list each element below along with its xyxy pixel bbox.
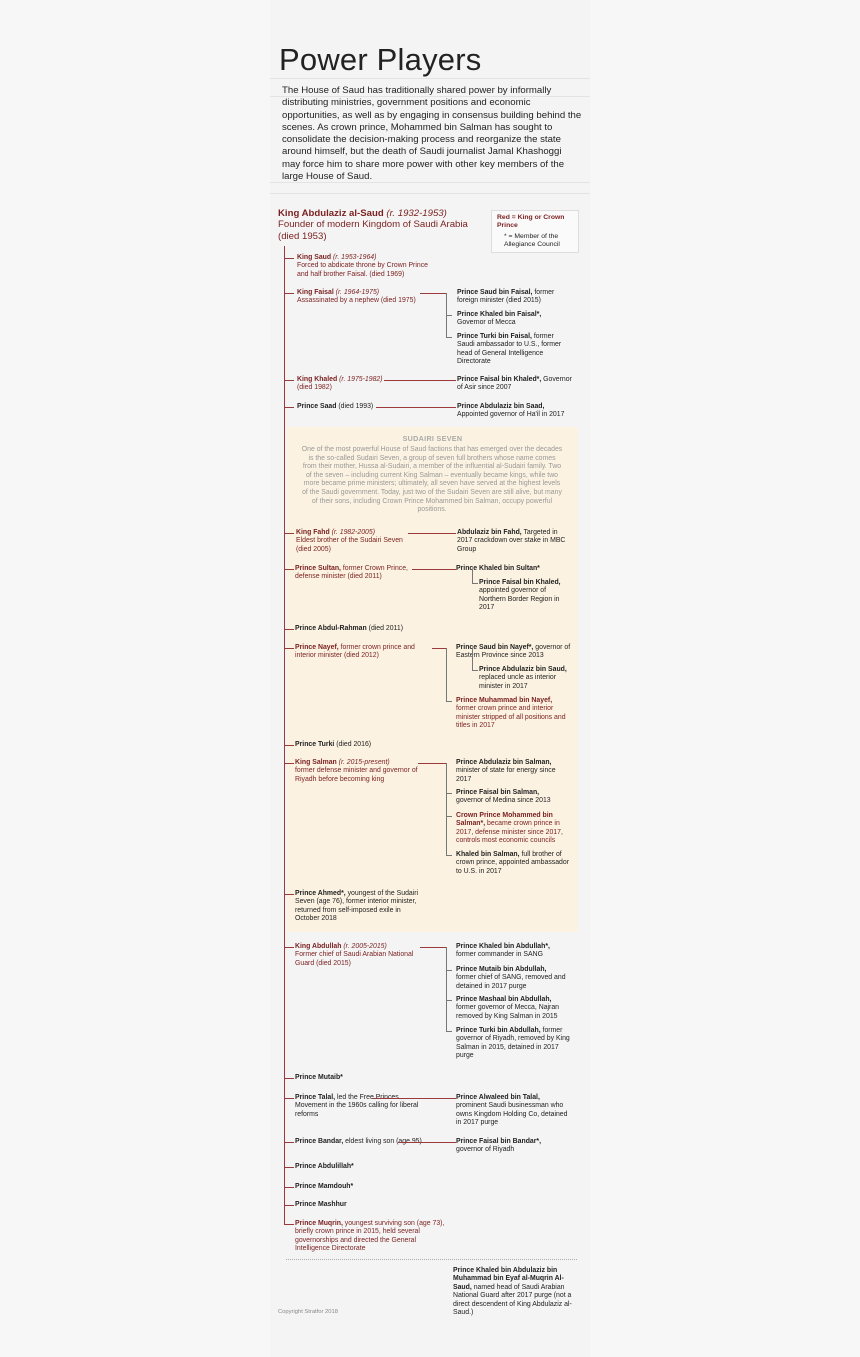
grandson-tick-2 — [446, 701, 452, 702]
son-2: King Khaled (r. 1975-1982) (died 1982) — [297, 376, 383, 392]
grandson-20: Prince Faisal bin Bandar*, governor of Riyadh — [456, 1138, 542, 1154]
grandson-tick-0 — [446, 315, 452, 316]
rule-2 — [270, 193, 590, 194]
son-tick-8 — [284, 745, 294, 746]
son-tick-10 — [284, 894, 294, 895]
grandson-9: Prince Abdulaziz bin Saud, replaced uncle as interior minister in 2017 — [479, 666, 567, 690]
grandson-12: Prince Faisal bin Salman, governor of Medina since 2013 — [456, 789, 551, 805]
grandson-16: Prince Mutaib bin Abdullah, former chief of SANG, removed and detained in 2017 purge — [456, 966, 566, 990]
root-name: King Abdulaziz al-Saud — [278, 208, 384, 219]
link-8 — [372, 1098, 456, 1099]
son-tick-11 — [284, 947, 294, 948]
link-2 — [376, 407, 456, 408]
root-desc: Founder of modern Kingdom of Saudi Arabia (died 1953) — [278, 219, 468, 242]
grandson-5: Abdulaziz bin Fahd, Targeted in 2017 crackdown over stake in MBC Group — [457, 529, 566, 553]
son-tick-14 — [284, 1142, 294, 1143]
group-line-1 — [446, 648, 447, 702]
link-6 — [418, 763, 446, 764]
grandson-15: Prince Khaled bin Abdullah*, former commander in SANG — [456, 943, 550, 959]
son-tick-5 — [284, 569, 294, 570]
group-line-2 — [446, 763, 447, 856]
intro-paragraph: The House of Saud has traditionally shared power by informally distributing ministries, government positions and economic opportunities, as well as by engaging in consensus building behind the scenes. As crown prince, Mohammed bin Salman has sought to consolidate the decision-making process and reorganize the state around himself, but the death of Saudi journalist Jamal Khashoggi may force him to share more power with other key members of the large House of Saud. — [282, 85, 582, 183]
legend-red: Red = King or Crown Prince — [497, 214, 565, 229]
root-reign: (r. 1932-1953) — [386, 208, 447, 219]
link-7 — [420, 947, 446, 948]
legend-star: * = Member of the Allegiance Council — [504, 233, 560, 248]
footer-divider — [286, 1259, 577, 1260]
rule-1 — [270, 96, 590, 97]
son-16: Prince Mamdouh* — [295, 1183, 354, 1190]
link-0 — [420, 293, 446, 294]
link-4 — [412, 569, 456, 570]
link-3 — [408, 533, 456, 534]
son-13: Prince Talal, led the Free Princes Movement in the 1960s calling for liberal reforms — [295, 1094, 419, 1118]
son-14: Prince Bandar, eldest living son (age 95) — [295, 1138, 422, 1145]
son-4: King Fahd (r. 1982-2005) Eldest brother of the Sudairi Seven (died 2005) — [296, 529, 403, 553]
legend-box — [491, 210, 579, 253]
grandson-tick-6 — [446, 970, 452, 971]
grandson-17: Prince Mashaal bin Abdullah, former governor of Mecca, Najran removed by King Salman in 2015 — [456, 996, 560, 1020]
rule-3 — [270, 182, 590, 183]
son-tick-3 — [284, 407, 294, 408]
grandson-6: Prince Khaled bin Sultan* — [456, 565, 540, 572]
link-1 — [384, 380, 456, 381]
son-tick-6 — [284, 629, 294, 630]
grandson-tick-8 — [446, 1031, 452, 1032]
son-1: King Faisal (r. 1964-1975) Assassinated by a nephew (died 1975) — [297, 289, 416, 305]
rule-0 — [270, 78, 590, 79]
grandson-19: Prince Alwaleed bin Talal, prominent Saudi businessman who owns Kingdom Holding Co, detained in 2017 purge — [456, 1094, 568, 1127]
son-tick-7 — [284, 648, 294, 649]
sudairi-text: One of the most powerful House of Saud factions that has emerged over the decades is the so-called Sudairi Seven, a group of seven full brothers whose name comes from their mother, Hussa al-Sudairi, a member of the influential al-Sudairi family. Two of the seven – including current King Salman – eventually became kings, while two more became prime ministers; ultimately, all seven have served at the highest levels of the Saudi government. Today, just two of the Sudairi Seven are still alive, but many of their sons, including Crown Prince Mohammed bin Salman, occupy powerful positions. — [301, 446, 563, 514]
son-tick-0 — [284, 258, 294, 259]
son-3: Prince Saad (died 1993) — [297, 403, 374, 410]
grandson-tick-1 — [446, 337, 452, 338]
grandson-0: Prince Saud bin Faisal, former foreign minister (died 2015) — [457, 289, 555, 305]
son-tick-13 — [284, 1098, 294, 1099]
link-9 — [398, 1142, 456, 1143]
son-9: King Salman (r. 2015-present) former defense minister and governor of Riyadh before becoming king — [295, 759, 418, 783]
son-10: Prince Ahmed*, youngest of the Sudairi Seven (age 76), former interior minister, returned from self-imposed exile in October 2018 — [295, 890, 419, 923]
grandson-3: Prince Faisal bin Khaled*, Governor of Asir since 2007 — [457, 376, 572, 392]
grandson-18: Prince Turki bin Abdullah, former governor of Riyadh, removed by King Salman in 2015, detained in 2017 purge — [456, 1027, 570, 1060]
grandson-10: Prince Muhammad bin Nayef, former crown prince and interior minister stripped of all positions and titles in 2017 — [456, 697, 566, 730]
son-5: Prince Sultan, former Crown Prince, defense minister (died 2011) — [295, 565, 408, 581]
grandson-tick-3 — [446, 793, 452, 794]
copyright: Copyright Stratfor 2018 — [278, 1309, 338, 1315]
root-king-abdulaziz — [278, 208, 488, 242]
link-5 — [432, 648, 446, 649]
grandson-13: Crown Prince Mohammed bin Salman*, became crown prince in 2017, defense minister since 2017, controls most economic councils — [456, 812, 563, 845]
son-6: Prince Abdul-Rahman (died 2011) — [295, 625, 403, 632]
son-18: Prince Muqrin, youngest surviving son (age 73), briefly crown prince in 2015, held several governorships and directed the General Intelligence Directorate — [295, 1220, 445, 1253]
sudairi-title: SUDAIRI SEVEN — [402, 434, 463, 443]
son-tick-9 — [284, 763, 294, 764]
son-tick-17 — [284, 1205, 294, 1206]
grandson-tick-4 — [446, 816, 452, 817]
son-tick-2 — [284, 380, 294, 381]
grandson-tick-10 — [472, 670, 478, 671]
son-15: Prince Abdulillah* — [295, 1163, 354, 1170]
grandson-1: Prince Khaled bin Faisal*, Governor of Mecca — [457, 311, 542, 327]
son-12: Prince Mutaib* — [295, 1074, 343, 1081]
grandson-14: Khaled bin Salman, full brother of crown prince, appointed ambassador to U.S. in 2017 — [456, 851, 569, 875]
son-tick-4 — [284, 533, 294, 534]
son-tick-15 — [284, 1167, 294, 1168]
group-line-5 — [472, 648, 473, 670]
group-line-3 — [446, 947, 447, 1032]
grandson-11: Prince Abdulaziz bin Salman, minister of state for energy since 2017 — [456, 759, 556, 783]
son-tick-16 — [284, 1187, 294, 1188]
grandson-tick-5 — [446, 855, 452, 856]
son-7: Prince Nayef, former crown prince and interior minister (died 2012) — [295, 644, 415, 660]
son-11: King Abdullah (r. 2005-2015) Former chief of Saudi Arabian National Guard (died 2015) — [295, 943, 414, 967]
grandson-tick-9 — [472, 583, 478, 584]
son-tick-1 — [284, 293, 294, 294]
grandson-7: Prince Faisal bin Khaled, appointed governor of Northern Border Region in 2017 — [479, 579, 561, 612]
son-8: Prince Turki (died 2016) — [295, 741, 372, 748]
grandson-4: Prince Abdulaziz bin Saad, Appointed governor of Ha'il in 2017 — [457, 403, 565, 419]
son-17: Prince Mashhur — [295, 1201, 347, 1208]
grandson-8: Prince Saud bin Nayef*, governor of Eastern Province since 2013 — [456, 644, 571, 660]
grandson-tick-7 — [446, 1000, 452, 1001]
son-tick-18 — [284, 1224, 294, 1225]
son-0: King Saud (r. 1953-1964) Forced to abdicate throne by Crown Prince and half brother Faisal. (died 1969) — [297, 254, 428, 278]
grandson-2: Prince Turki bin Faisal, former Saudi ambassador to U.S., former head of General Intelligence Directorate — [457, 333, 562, 366]
group-line-4 — [472, 569, 473, 583]
page-title: Power Players — [279, 42, 482, 77]
son-tick-12 — [284, 1078, 294, 1079]
footer-note: Prince Khaled bin Abdulaziz bin Muhammad bin Eyaf al-Muqrin Al-Saud, named head of Saudi Arabian National Guard after 2017 purge (not a direct descendent of King Abdulaziz al-Saud.) — [453, 1267, 572, 1317]
